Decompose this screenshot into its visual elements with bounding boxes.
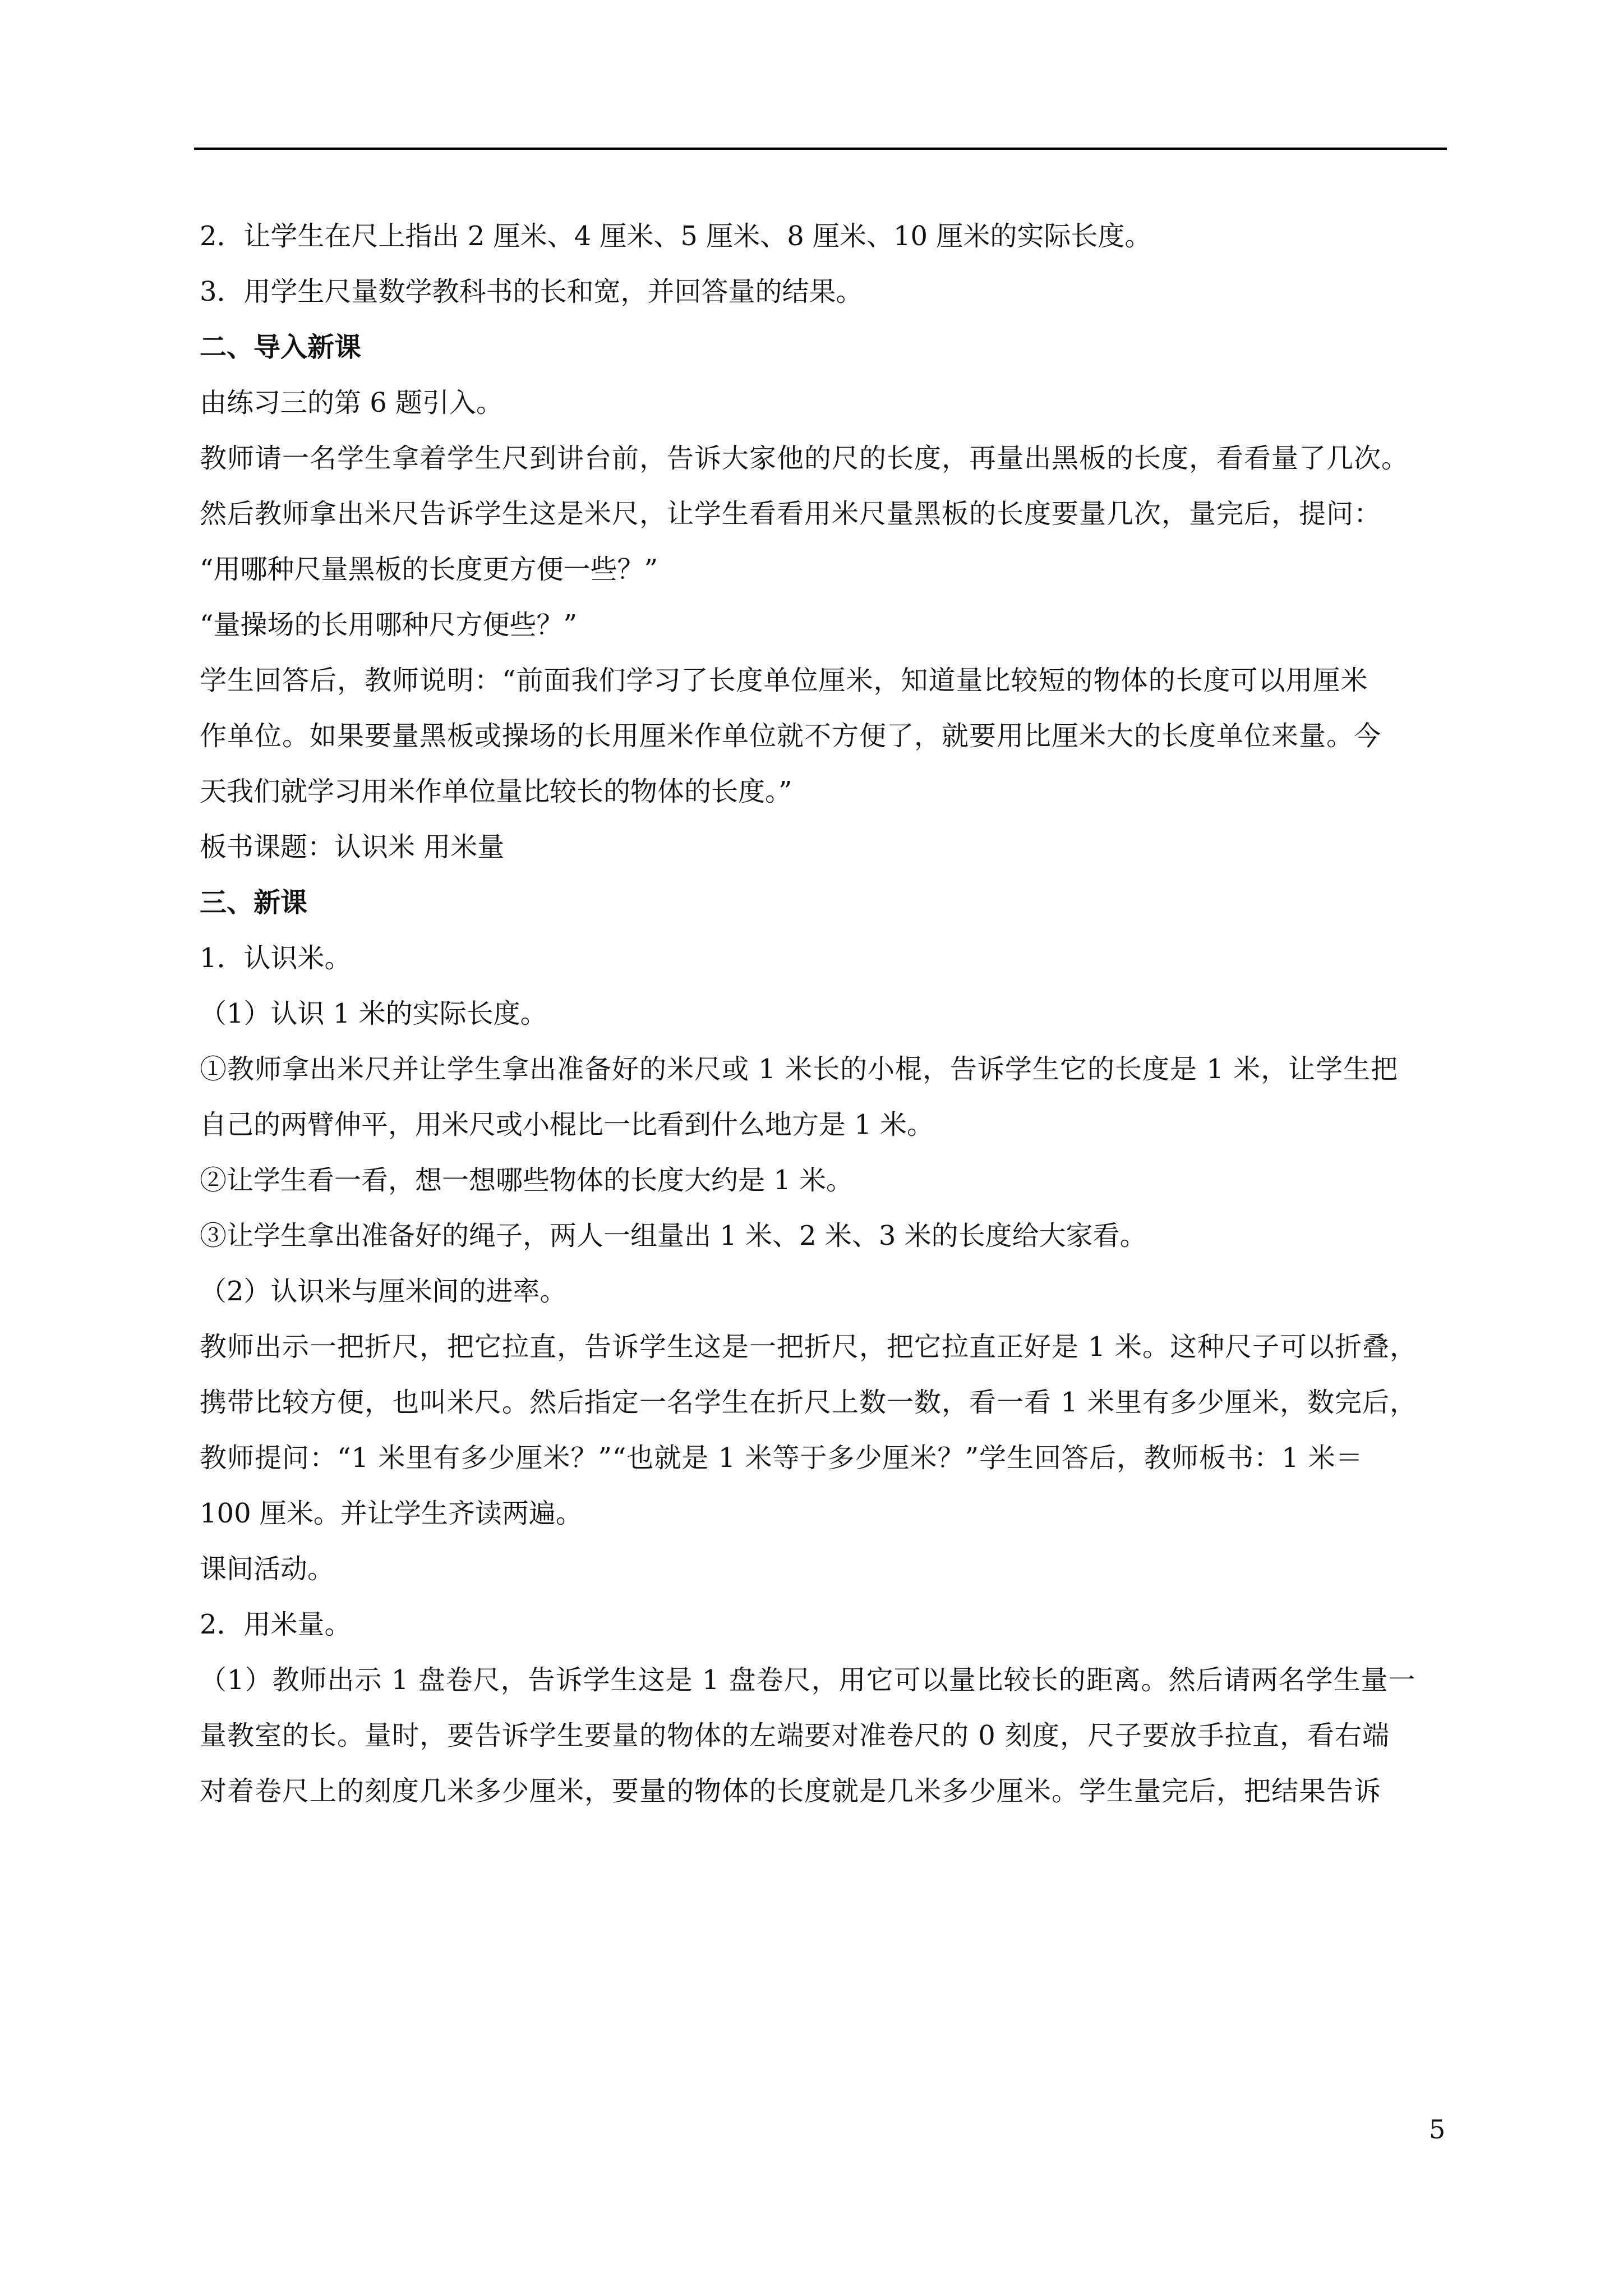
document-body	[200, 209, 1450, 1819]
text-line: 教师提问：“1 米里有多少厘米？”“也就是 1 米等于多少厘米？”学生回答后，教师板书：1 米＝	[200, 1442, 1363, 1474]
text-line: 由练习三的第 6 题引入。	[200, 387, 504, 418]
header-rule	[194, 148, 1447, 150]
text-line: 教师请一名学生拿着学生尺到讲台前，告诉大家他的尺的长度，再量出黑板的长度，看看量了几次。	[200, 443, 1409, 474]
text-line: “量操场的长用哪种尺方便些？”	[200, 609, 578, 641]
page-number: 5	[1429, 2114, 1446, 2145]
text-line: （1）教师出示 1 盘卷尺，告诉学生这是 1 盘卷尺，用它可以量比较长的距离。然后请两名学生量一	[200, 1664, 1416, 1696]
section-heading: 二、导入新课	[200, 332, 362, 363]
text-line: ③让学生拿出准备好的绳子，两人一组量出 1 米、2 米、3 米的长度给大家看。	[200, 1220, 1147, 1251]
text-line: 携带比较方便，也叫米尺。然后指定一名学生在折尺上数一数，看一看 1 米里有多少厘米，数完后，	[200, 1387, 1418, 1418]
text-line: 3．用学生尺量数学教科书的长和宽，并回答量的结果。	[200, 276, 863, 307]
text-line: “用哪种尺量黑板的长度更方便一些？”	[200, 554, 658, 585]
text-line: 作单位。如果要量黑板或操场的长用厘米作单位就不方便了，就要用比厘米大的长度单位来量。今	[200, 720, 1382, 752]
text-line: 然后教师拿出米尺告诉学生这是米尺，让学生看看用米尺量黑板的长度要量几次，量完后，提问：	[200, 498, 1382, 530]
text-line: 自己的两臂伸平，用米尺或小棍比一比看到什么地方是 1 米。	[200, 1109, 934, 1140]
text-line: 课间活动。	[200, 1553, 335, 1585]
section-heading: 三、新课	[200, 887, 308, 918]
text-line: 量教室的长。量时，要告诉学生要量的物体的左端要对准卷尺的 0 刻度，尺子要放手拉直，看右端	[200, 1720, 1390, 1751]
text-line: ①教师拿出米尺并让学生拿出准备好的米尺或 1 米长的小棍，告诉学生它的长度是 1 米，让学生把	[200, 1053, 1399, 1085]
text-line: 天我们就学习用米作单位量比较长的物体的长度。”	[200, 776, 792, 807]
text-line: 教师出示一把折尺，把它拉直，告诉学生这是一把折尺，把它拉直正好是 1 米。这种尺子可以折叠，	[200, 1331, 1418, 1363]
text-line: 1．认识米。	[200, 942, 352, 974]
text-line: ②让学生看一看，想一想哪些物体的长度大约是 1 米。	[200, 1165, 854, 1196]
text-line: （2）认识米与厘米间的进率。	[200, 1276, 567, 1307]
text-line: 2．让学生在尺上指出 2 厘米、4 厘米、5 厘米、8 厘米、10 厘米的实际长度。	[200, 220, 1152, 252]
text-line: （1）认识 1 米的实际长度。	[200, 998, 547, 1029]
text-line: 学生回答后，教师说明：“前面我们学习了长度单位厘米，知道量比较短的物体的长度可以用厘米	[200, 665, 1368, 696]
text-line: 对着卷尺上的刻度几米多少厘米，要量的物体的长度就是几米多少厘米。学生量完后，把结果告诉	[200, 1775, 1382, 1807]
text-line: 100 厘米。并让学生齐读两遍。	[200, 1498, 583, 1529]
text-line: 板书课题：认识米 用米量	[200, 831, 505, 863]
text-line: 2．用米量。	[200, 1609, 352, 1640]
